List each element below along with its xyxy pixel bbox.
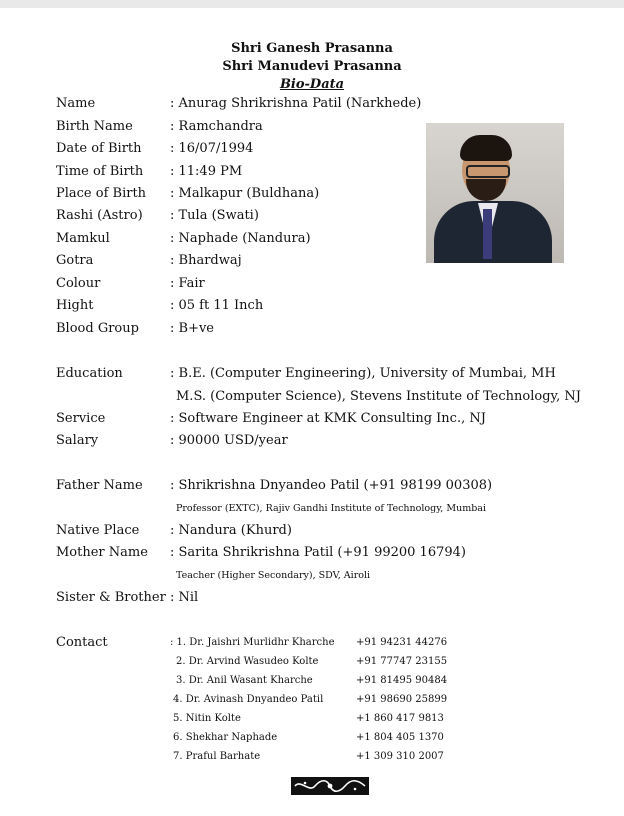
top-bar [0,0,624,8]
header-line-1: Shri Ganesh Prasanna [231,41,393,56]
father-occupation: Professor (EXTC), Rajiv Gandhi Institute of Technology, Mumbai [176,503,486,514]
contact-name: 4. Dr. Avinash Dnyandeo Patil [173,694,324,705]
detail-label: Father Name [56,478,143,493]
detail-label: Gotra [56,253,94,268]
detail-value: : Fair [170,276,205,291]
detail-value: : 16/07/1994 [170,141,254,156]
detail-label: Contact [56,635,108,650]
detail-value: M.S. (Computer Science), Stevens Institute of Technology, NJ [176,389,581,404]
detail-value: : Tula (Swati) [170,208,259,223]
detail-value: : Bhardwaj [170,253,242,268]
detail-label: Name [56,96,96,111]
detail-label: Native Place [56,523,140,538]
ornament-icon [291,777,369,795]
profile-photo [426,123,564,263]
detail-label: Birth Name [56,119,133,134]
detail-label: Rashi (Astro) [56,208,143,223]
contact-phone: +91 98690 25899 [356,694,448,705]
contact-name: 6. Shekhar Naphade [173,732,278,743]
contact-phone: +91 81495 90484 [356,675,448,686]
detail-value: : Shrikrishna Dnyandeo Patil (+91 98199 00308) [170,478,493,493]
detail-label: Place of Birth [56,186,147,201]
contact-phone: +1 860 417 9813 [356,713,444,724]
detail-value: : Software Engineer at KMK Consulting Inc., NJ [170,411,486,426]
contact-phone: +1 804 405 1370 [356,732,444,743]
detail-value: : B.E. (Computer Engineering), University of Mumbai, MH [170,366,556,381]
detail-label: Mother Name [56,545,148,560]
contact-phone: +91 77747 23155 [356,656,448,667]
detail-value: : Ramchandra [170,119,263,134]
detail-value: : Nil [170,590,199,605]
document-header [0,40,624,94]
detail-label: Colour [56,276,101,291]
detail-value: : Malkapur (Buldhana) [170,186,320,201]
detail-label: Date of Birth [56,141,142,156]
contact-name: 3. Dr. Anil Wasant Kharche [176,675,313,686]
detail-label: Hight [56,298,94,313]
contact-phone: +1 309 310 2007 [356,751,444,762]
detail-value: : 11:49 PM [170,164,243,179]
contact-name: 7. Praful Barhate [173,751,261,762]
detail-label: Blood Group [56,321,139,336]
detail-value: : Anurag Shrikrishna Patil (Narkhede) [170,96,422,111]
detail-label: Salary [56,433,99,448]
detail-value: : Nandura (Khurd) [170,523,292,538]
detail-label: Mamkul [56,231,110,246]
document-title: Bio-Data [279,77,345,92]
header-line-2: Shri Manudevi Prasanna [222,59,402,74]
contact-phone: +91 94231 44276 [356,637,448,648]
detail-label: Time of Birth [56,164,144,179]
contact-name: 2. Dr. Arvind Wasudeo Kolte [176,656,319,667]
detail-value: : 05 ft 11 Inch [170,298,264,313]
contact-name: 5. Nitin Kolte [173,713,241,724]
detail-label: Sister & Brother [56,590,166,605]
detail-label: Service [56,411,106,426]
mother-occupation: Teacher (Higher Secondary), SDV, Airoli [176,570,371,581]
detail-value: : Sarita Shrikrishna Patil (+91 99200 16794) [170,545,466,560]
contact-name: : 1. Dr. Jaishri Murlidhr Kharche [170,637,335,648]
detail-label: Education [56,366,123,381]
detail-value: : B+ve [170,321,214,336]
detail-value: : 90000 USD/year [170,433,288,448]
detail-value: : Naphade (Nandura) [170,231,311,246]
